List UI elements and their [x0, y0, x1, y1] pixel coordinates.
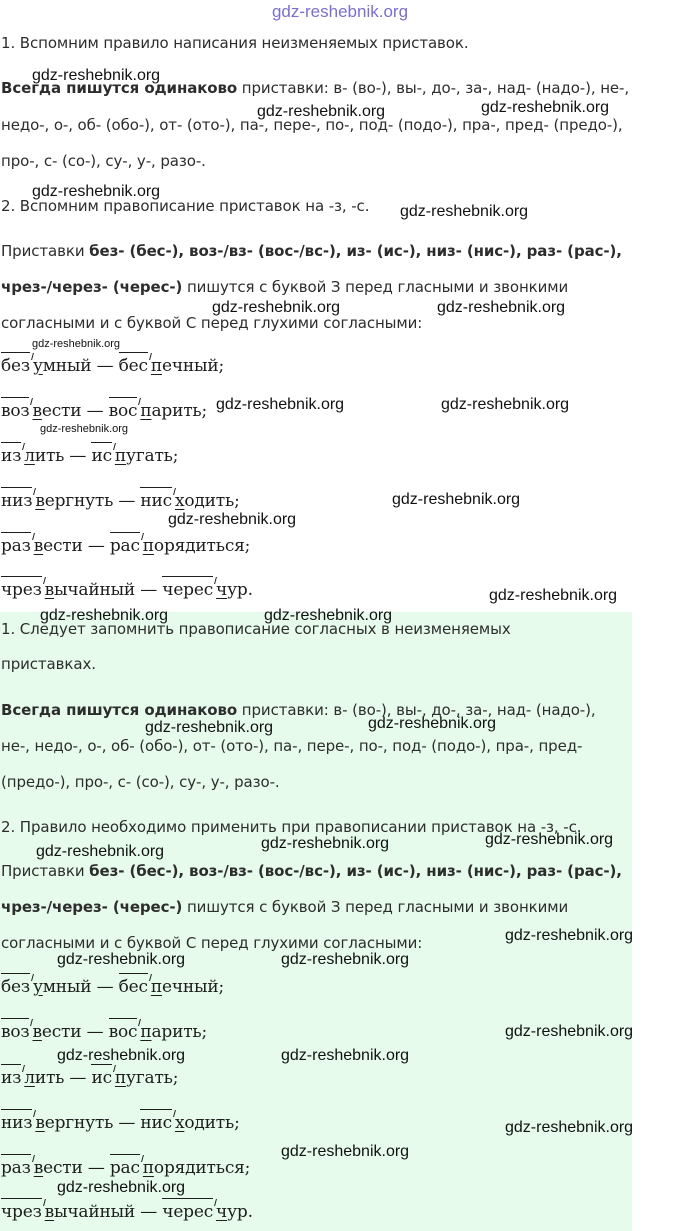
dash: —: [135, 580, 163, 600]
dash: —: [82, 536, 110, 556]
rule-text-line: [1, 701, 596, 719]
watermark: gdz-reshebnik.org: [32, 183, 161, 200]
prefix: нис: [140, 1113, 172, 1133]
word-pair: [1, 1113, 240, 1133]
prefix: раз: [1, 536, 31, 556]
rule-bold: без- (бес-), воз-/вз- (вос-/вс-), из- (ис-), низ- (нис-), раз- (рас-),: [89, 242, 622, 260]
rule-text-line: [1, 862, 622, 880]
watermark: gdz-reshebnik.org: [281, 1047, 410, 1064]
rule-bold: Всегда пишутся одинаково: [1, 79, 238, 97]
root-letter: п: [140, 1022, 152, 1042]
root-letter: в: [35, 1113, 45, 1133]
watermark: gdz-reshebnik.org: [441, 396, 570, 413]
prefix: ис: [91, 1068, 112, 1088]
word-rest: ести: [43, 1158, 83, 1178]
prefix: бес: [118, 356, 148, 376]
watermark: gdz-reshebnik.org: [505, 1119, 634, 1136]
root-letter: в: [35, 491, 45, 511]
dash: —: [113, 1113, 141, 1133]
word-rest: мный: [42, 356, 92, 376]
word-rest: одить;: [184, 491, 240, 511]
watermark: gdz-reshebnik.org: [40, 607, 169, 624]
root-letter: у: [32, 356, 43, 376]
dash: —: [81, 1022, 109, 1042]
rule-heading-1: 1. Вспомним правило написания неизменяемых приставок.: [1, 34, 469, 52]
dash: —: [82, 1158, 110, 1178]
word-rest: ергнуть: [44, 1113, 114, 1133]
rule-bold: без- (бес-), воз-/вз- (вос-/вс-), из- (ис-), низ- (нис-), раз- (рас-),: [89, 862, 622, 880]
root-letter: п: [142, 1158, 154, 1178]
root-letter: х: [174, 491, 185, 511]
watermark: gdz-reshebnik.org: [40, 423, 129, 435]
watermark: gdz-reshebnik.org: [57, 1179, 186, 1196]
watermark: gdz-reshebnik.org: [57, 951, 186, 968]
prefix: низ: [1, 1113, 33, 1133]
watermark: gdz-reshebnik.org: [281, 951, 410, 968]
word-rest: угать;: [126, 1068, 179, 1088]
rule-text-line: согласными и с буквой С перед глухими согласными:: [1, 934, 423, 952]
rule-heading-2: 2. Правило необходимо применить при правописании приставок на -з, -с.: [1, 818, 582, 836]
word-pair: [1, 356, 224, 376]
prefix: без: [1, 977, 30, 997]
watermark: gdz-reshebnik.org: [264, 607, 393, 624]
word-pair: [1, 580, 253, 600]
root-letter: ч: [216, 580, 228, 600]
word-pair: [1, 446, 178, 466]
watermark: gdz-reshebnik.org: [489, 587, 618, 604]
prefix: черес: [162, 580, 214, 600]
watermark: gdz-reshebnik.org: [505, 927, 634, 944]
word-rest: ергнуть: [44, 491, 114, 511]
root-letter: п: [150, 977, 162, 997]
watermark: gdz-reshebnik.org: [281, 1143, 410, 1160]
word-rest: арить;: [151, 1022, 208, 1042]
rule-text-line: согласными и с буквой С перед глухими согласными:: [1, 314, 423, 332]
root-letter: х: [174, 1113, 185, 1133]
word-rest: ить: [34, 446, 65, 466]
prefix: вос: [108, 401, 138, 421]
word-pair: [1, 1202, 253, 1222]
dash: —: [135, 1202, 163, 1222]
word-rest: ечный;: [161, 356, 225, 376]
root-letter: в: [32, 1022, 42, 1042]
prefix: чрез: [1, 1202, 42, 1222]
watermark: gdz-reshebnik.org: [145, 719, 274, 736]
rule-text-line: приставках.: [1, 655, 96, 673]
rule-text: Приставки: [1, 862, 90, 880]
root-letter: у: [32, 977, 43, 997]
prefix: нис: [140, 491, 172, 511]
rule-bold: Всегда пишутся одинаково: [1, 701, 238, 719]
rule-heading-1: 1. Следует запомнить правописание согласных в неизменяемых: [1, 620, 511, 638]
word-pair: [1, 977, 224, 997]
rule-text-line: (предо-), про-, с- (со-), су-, у-, разо-.: [1, 773, 280, 791]
root-letter: в: [44, 1202, 55, 1222]
root-letter: п: [150, 356, 162, 376]
word-rest: одить;: [184, 1113, 240, 1133]
dash: —: [91, 977, 119, 997]
root-letter: в: [32, 401, 42, 421]
watermark: gdz-reshebnik.org: [437, 299, 566, 316]
watermark: gdz-reshebnik.org: [168, 511, 297, 528]
rule-bold: чрез-/через- (черес-): [1, 898, 183, 916]
root-letter: л: [24, 446, 35, 466]
watermark: gdz-reshebnik.org: [368, 715, 497, 732]
rule-text: приставки: в- (во-), вы-, до-, за-, над- (надо-),: [237, 701, 596, 719]
word-pair: [1, 1158, 250, 1178]
prefix: ис: [91, 446, 112, 466]
word-pair: [1, 1022, 207, 1042]
dash: —: [81, 401, 109, 421]
watermark: gdz-reshebnik.org: [481, 99, 610, 116]
rule-text-line: [1, 242, 622, 260]
rule-text-line: [1, 278, 568, 296]
rule-text: Приставки: [1, 242, 90, 260]
site-header[interactable]: gdz-reshebnik.org: [271, 2, 409, 21]
root-letter: п: [114, 446, 127, 466]
prefix: из: [1, 446, 22, 466]
word-rest: ур.: [227, 1202, 253, 1222]
rule-text-line: [1, 898, 568, 916]
root-letter: п: [140, 401, 152, 421]
watermark: gdz-reshebnik.org: [32, 338, 121, 350]
prefix: воз: [1, 1022, 30, 1042]
prefix: рас: [109, 1158, 140, 1178]
rule-text: пишутся с буквой З перед гласными и звонкими: [182, 278, 569, 296]
word-pair: [1, 401, 207, 421]
root-letter: п: [142, 536, 154, 556]
word-rest: ести: [43, 536, 83, 556]
dash: —: [64, 1068, 92, 1088]
prefix: низ: [1, 491, 33, 511]
watermark: gdz-reshebnik.org: [485, 831, 614, 848]
rule-text: пишутся с буквой З перед гласными и звонкими: [182, 898, 569, 916]
watermark: gdz-reshebnik.org: [505, 1023, 634, 1040]
watermark: gdz-reshebnik.org: [216, 396, 345, 413]
root-letter: в: [33, 1158, 44, 1178]
word-rest: ести: [41, 1022, 82, 1042]
root-letter: в: [33, 536, 44, 556]
word-rest: ур.: [227, 580, 253, 600]
watermark: gdz-reshebnik.org: [400, 203, 529, 220]
root-letter: л: [24, 1068, 35, 1088]
watermark: gdz-reshebnik.org: [57, 1047, 186, 1064]
watermark: gdz-reshebnik.org: [212, 299, 341, 316]
dash: —: [91, 356, 119, 376]
prefix: без: [1, 356, 30, 376]
prefix: чрез: [1, 580, 42, 600]
prefix: черес: [162, 1202, 214, 1222]
watermark: gdz-reshebnik.org: [261, 835, 390, 852]
rule-heading-2: 2. Вспомним правописание приставок на -з, -с.: [1, 197, 370, 215]
rule-text-line: недо-, о-, об- (обо-), от- (ото-), па-, пере-, по-, под- (подо-), пра-, пред- (предо-),: [1, 116, 623, 134]
prefix: воз: [1, 401, 30, 421]
prefix: вос: [108, 1022, 138, 1042]
word-rest: ить: [34, 1068, 65, 1088]
watermark: gdz-reshebnik.org: [36, 843, 165, 860]
root-letter: п: [114, 1068, 127, 1088]
word-rest: орядиться;: [153, 1158, 251, 1178]
word-rest: мный: [42, 977, 92, 997]
rule-text-line: не-, недо-, о-, об- (обо-), от- (ото-), па-, пере-, по-, под- (подо-), пра-, пред-: [1, 737, 583, 755]
word-rest: угать;: [126, 446, 179, 466]
word-pair: [1, 1068, 178, 1088]
root-letter: в: [44, 580, 55, 600]
watermark: gdz-reshebnik.org: [32, 67, 161, 84]
prefix: из: [1, 1068, 22, 1088]
prefix: раз: [1, 1158, 31, 1178]
prefix: рас: [109, 536, 140, 556]
word-pair: [1, 491, 240, 511]
word-rest: ычайный: [54, 580, 136, 600]
rule-text-line: про-, с- (со-), су-, у-, разо-.: [1, 152, 206, 170]
word-rest: арить;: [151, 401, 208, 421]
prefix: бес: [118, 977, 148, 997]
word-rest: ычайный: [54, 1202, 136, 1222]
word-rest: ечный;: [161, 977, 225, 997]
rule-text: приставки: в- (во-), вы-, до-, за-, над- (надо-), не-,: [237, 79, 630, 97]
watermark: gdz-reshebnik.org: [392, 491, 521, 508]
watermark: gdz-reshebnik.org: [257, 103, 386, 120]
word-pair: [1, 536, 250, 556]
word-rest: ести: [41, 401, 82, 421]
rule-bold: чрез-/через- (черес-): [1, 278, 183, 296]
word-rest: орядиться;: [153, 536, 251, 556]
root-letter: ч: [216, 1202, 228, 1222]
dash: —: [113, 491, 141, 511]
dash: —: [64, 446, 92, 466]
